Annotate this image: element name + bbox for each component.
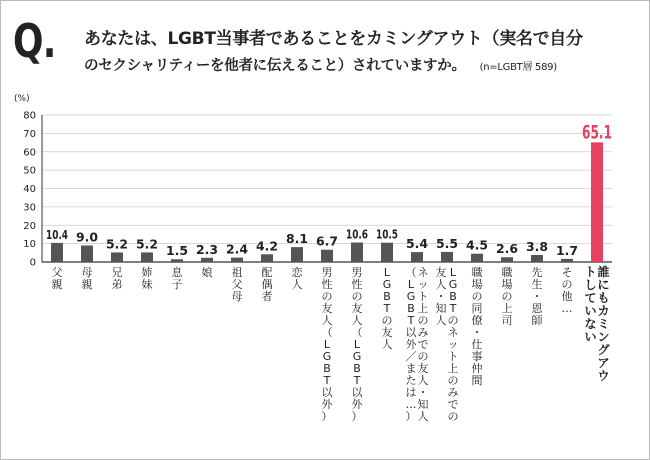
x-category-label-char: 人 (381, 338, 393, 351)
x-category-label-char: の (501, 290, 513, 303)
y-tick-label: 30 (23, 202, 36, 214)
x-category-label-char: の (381, 314, 393, 327)
x-category-label-char: B (407, 302, 415, 315)
bar (411, 252, 423, 262)
x-category-label-char: 息 (171, 266, 183, 279)
x-category-label-char: 師 (531, 314, 543, 327)
x-category-label-char: 職 (501, 266, 513, 279)
x-category-label-char: 人 (435, 314, 447, 327)
x-category-label-char: T (449, 302, 457, 315)
x-category-label-char: 姉 (141, 266, 153, 279)
x-category-label-char: 以 (405, 326, 417, 339)
x-category-label (142, 265, 153, 291)
x-category-label-char: ト (417, 290, 429, 303)
x-category-label-char: ネ (447, 326, 459, 339)
bar-value-label: 9.0 (76, 230, 98, 245)
bar (591, 142, 603, 262)
x-category-label-char: 生 (531, 278, 543, 291)
x-category-label-char: 僚 (471, 314, 483, 327)
x-category-label-char: L (353, 338, 361, 351)
x-category-label-char: （ (405, 266, 417, 279)
x-category-label-char: い (584, 330, 597, 344)
x-category-label-char: 上 (447, 362, 459, 375)
x-category-label-char: 以 (351, 386, 363, 399)
y-tick-label: 0 (29, 257, 36, 269)
bar-value-label: 65.1 (582, 121, 612, 144)
x-category-label-char: B (323, 362, 331, 375)
bar-value-label: 1.7 (556, 243, 578, 258)
bar (231, 258, 243, 262)
x-category-label-char: で (447, 398, 459, 411)
bar (501, 257, 513, 262)
x-category-label-char: ） (405, 410, 417, 423)
x-category-label-char: 友 (417, 362, 429, 375)
bar (381, 243, 393, 262)
x-category-label-char: 親 (81, 278, 93, 291)
bar-value-label: 4.5 (466, 238, 488, 253)
bar (291, 247, 303, 262)
x-category-label-char: ア (597, 356, 610, 370)
x-category-label-char: 父 (231, 278, 243, 291)
x-category-label-char: し (584, 278, 597, 292)
x-category-label-char: 母 (81, 266, 93, 279)
y-tick-label: 60 (23, 147, 36, 159)
x-category-label-char: ・ (417, 386, 429, 399)
y-tick-label: 40 (23, 184, 36, 195)
x-category-label (232, 265, 243, 303)
x-category-label-char: ッ (447, 338, 459, 351)
x-category-label-char: 友 (351, 302, 363, 315)
x-category-label-char: 誰 (597, 265, 610, 279)
x-category-label-char: 弟 (111, 278, 123, 291)
bar-value-label: 3.8 (526, 240, 548, 255)
x-category-label-char: 友 (321, 302, 333, 315)
x-category-label-char: T (383, 302, 391, 315)
x-category-label (532, 265, 544, 327)
x-category-label-char: 配 (261, 266, 273, 279)
x-category-label-char: 場 (501, 278, 513, 291)
x-category-label-char: … (561, 302, 573, 315)
bar (51, 243, 63, 262)
x-category-label-char: ま (405, 362, 417, 375)
bar-value-label: 10.4 (46, 227, 68, 242)
x-category-label-char: G (322, 350, 332, 363)
bar (111, 252, 123, 262)
x-category-label (82, 266, 93, 291)
x-category-label-char: い (584, 304, 597, 318)
bar (531, 255, 543, 262)
x-category-label-char: 男 (351, 266, 363, 279)
x-category-label-char: ・ (435, 290, 447, 303)
x-category-label-char: B (383, 290, 391, 303)
x-category-label-char: 父 (51, 266, 63, 279)
bar-value-label: 2.4 (226, 242, 248, 257)
question-text-line2-body: のセクシャリティーを他者に伝えること）されていますか。 (84, 58, 466, 74)
x-category-label-char: の (447, 314, 459, 327)
x-category-label (172, 265, 184, 291)
x-category-label-char: G (352, 350, 362, 363)
x-category-label-char: 人 (417, 374, 429, 387)
x-category-label-char: の (447, 374, 459, 387)
x-category-label-char: 仕 (471, 338, 483, 351)
x-category-label-char: 友 (435, 266, 447, 279)
x-category-label-char: 場 (471, 278, 483, 291)
x-category-label-char: た (405, 374, 417, 387)
x-category-label-char: ミ (597, 317, 610, 331)
x-category-label-char: ） (351, 410, 363, 423)
x-category-label-char: 親 (51, 278, 63, 291)
bar (561, 259, 573, 262)
bar-value-label: 4.2 (256, 239, 278, 254)
y-tick-label: 80 (23, 110, 36, 122)
bar-value-label: 10.6 (346, 227, 368, 242)
bar (261, 254, 273, 262)
sample-size-note: (n=LGBT層 589) (479, 62, 557, 73)
bar-value-label: 1.5 (166, 244, 188, 259)
x-category-label-char: （ (321, 326, 333, 339)
x-category-label-char: ネ (417, 266, 429, 279)
question-mark: Q. (13, 14, 56, 68)
x-category-label-char: 男 (321, 266, 333, 279)
x-category-label-char: の (471, 290, 483, 303)
x-category-label-char: G (448, 278, 458, 291)
y-tick-label: 70 (23, 128, 36, 140)
x-category-label (584, 264, 610, 383)
x-category-label-char: の (351, 290, 363, 303)
x-category-label-char: 知 (417, 398, 429, 411)
x-category-label-char: 娘 (201, 266, 213, 279)
x-category-label-char: ト (447, 350, 459, 363)
bar-value-label: 6.7 (316, 234, 338, 249)
question-text-line1: あなたは、LGBT当事者であることをカミングアウト（実名で自分 (84, 29, 583, 49)
x-category-label-char: 外 (351, 398, 363, 411)
y-axis-unit-label: (%) (14, 94, 30, 104)
x-category-label-char: B (353, 362, 361, 375)
x-category-label-char: 人 (351, 314, 363, 327)
bar-value-label: 2.6 (496, 242, 518, 257)
x-category-label-char: T (323, 374, 331, 387)
x-category-label (112, 266, 123, 291)
x-category-label-char: の (321, 290, 333, 303)
x-category-label-char: 人 (321, 314, 333, 327)
x-category-label-char: 人 (291, 278, 303, 291)
bar (321, 250, 333, 262)
x-category-label-char: 先 (531, 266, 543, 279)
x-category-label-char: 間 (471, 374, 483, 387)
x-category-label (202, 265, 213, 279)
x-category-label-char: 他 (561, 290, 573, 303)
x-category-label-char: ト (584, 265, 597, 279)
x-category-label-char: ウ (597, 369, 610, 383)
x-category-label-char: そ (561, 266, 573, 279)
x-category-label-char: な (584, 317, 597, 331)
bar (81, 245, 93, 262)
bar-value-label: 5.5 (436, 236, 458, 251)
bar (141, 252, 153, 262)
bar (441, 252, 453, 262)
x-category-label-char: 恋 (291, 266, 303, 279)
x-category-label (262, 266, 273, 303)
x-category-label-char: 事 (471, 350, 483, 363)
x-category-label-char: T (353, 374, 361, 387)
x-category-label-char: み (447, 386, 459, 399)
x-category-label-char: て (584, 291, 597, 305)
x-category-label-char: T (407, 314, 415, 327)
bar-value-label: 8.1 (286, 232, 308, 247)
x-category-label-char: 兄 (111, 266, 123, 279)
x-category-label-char: 上 (501, 302, 513, 315)
x-category-label-char: （ (351, 326, 363, 339)
x-category-label-char: B (449, 290, 457, 303)
x-category-label-char: L (407, 278, 415, 291)
x-category-label-char: … (405, 398, 417, 411)
y-tick-label: 50 (23, 165, 36, 177)
x-category-label-char: 外 (405, 338, 417, 351)
x-category-label-char: ） (321, 410, 333, 423)
bar-value-label: 10.5 (376, 227, 398, 242)
x-category-label-char: 仲 (471, 362, 483, 375)
x-category-label-char: 性 (351, 278, 363, 291)
x-category-label-char: も (597, 291, 610, 305)
x-category-label-char: 恩 (531, 302, 543, 315)
x-category-label-char: グ (597, 343, 610, 357)
bar (201, 258, 213, 262)
x-category-label (502, 266, 513, 327)
x-category-label-char: カ (597, 304, 610, 318)
x-category-label-char: 性 (321, 278, 333, 291)
x-category-label-char: に (597, 278, 610, 292)
x-category-label-char: の (417, 350, 429, 363)
bar-value-label: 5.2 (136, 237, 158, 252)
x-category-label (436, 265, 459, 423)
x-category-label-char: ・ (471, 326, 483, 339)
x-category-label-char: ッ (417, 278, 429, 291)
x-category-label-char: 偶 (261, 278, 273, 291)
x-category-label-char: 人 (435, 278, 447, 291)
bar-value-label: 5.2 (106, 237, 128, 252)
x-category-label (352, 266, 364, 423)
x-category-label-char: L (383, 266, 391, 279)
x-category-label-char: 知 (435, 302, 447, 315)
x-category-label-char: で (417, 338, 429, 351)
x-category-label (322, 266, 334, 423)
x-category-label-char: G (406, 290, 416, 303)
x-category-label-char: み (417, 326, 429, 339)
x-category-label-char: 友 (381, 326, 393, 339)
x-category-label-char: 職 (471, 266, 483, 279)
x-category-label-char: L (323, 338, 331, 351)
x-category-label-char: ／ (405, 350, 417, 363)
bar (351, 243, 363, 262)
x-category-label-char: 祖 (231, 266, 243, 279)
x-category-label-char: は (405, 386, 417, 399)
x-category-label-char: 母 (231, 290, 243, 303)
bar-value-label: 2.3 (196, 242, 218, 257)
x-category-label-char: 子 (171, 278, 183, 291)
x-category-label-char: 外 (321, 398, 333, 411)
x-category-label-char: ン (597, 330, 610, 344)
x-category-label-char: 上 (417, 302, 429, 315)
bar (171, 259, 183, 262)
bar-value-label: 5.4 (406, 237, 428, 252)
x-category-label (292, 265, 304, 291)
y-tick-label: 10 (23, 239, 36, 251)
x-category-label-char: の (417, 314, 429, 327)
x-category-label-char: の (561, 278, 573, 291)
y-tick-label: 20 (23, 220, 36, 232)
x-category-label-char: 妹 (141, 278, 153, 291)
x-category-label (472, 266, 483, 387)
x-category-label (52, 266, 63, 291)
bar (471, 254, 483, 262)
x-category-label-char: ・ (531, 290, 543, 303)
x-category-label-char: L (449, 266, 457, 279)
x-category-label-char: 人 (417, 410, 429, 423)
x-category-label-char: 者 (261, 290, 273, 303)
x-category-label-char: G (382, 278, 392, 291)
x-category-label (382, 266, 393, 351)
x-category-label (562, 266, 573, 315)
x-category-label-char: の (447, 410, 459, 423)
x-category-label (406, 266, 429, 423)
x-category-label-char: 以 (321, 386, 333, 399)
x-category-label-char: 同 (471, 302, 483, 315)
x-category-label-char: 司 (501, 314, 513, 327)
